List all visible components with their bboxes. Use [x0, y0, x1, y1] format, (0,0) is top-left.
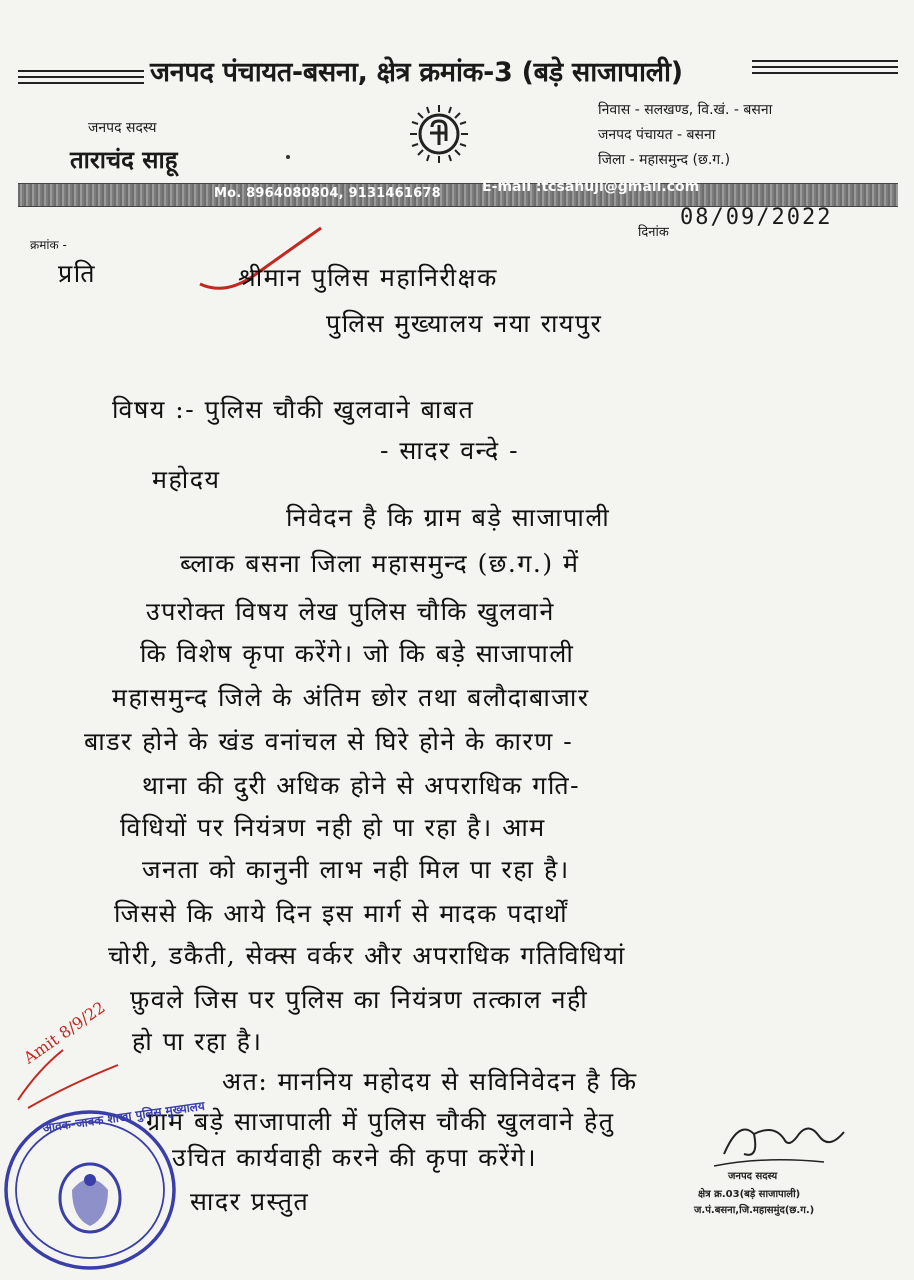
request-line-3: उचित कार्यवाही करने की कृपा करेंगे। — [172, 1143, 538, 1172]
signature-line-2: क्षेत्र क्र.03(बड़े साजापाली) — [698, 1189, 801, 1200]
body-line-3: उपरोक्त विषय लेख पुलिस चौकि खुलवाने — [146, 597, 555, 626]
contact-bar — [18, 183, 898, 207]
request-line-2: ग्राम बड़े साजापाली में पुलिस चौकी खुलवाने हेतु — [146, 1107, 615, 1136]
decorative-dot — [286, 155, 290, 159]
body-line-7: थाना की दुरी अधिक होने से अपराधिक गति- — [142, 771, 581, 800]
salutation-prati: प्रति — [58, 259, 96, 288]
signature-line-3: ज.पं.बसना,जि.महासमुंद(छ.ग.) — [694, 1205, 815, 1216]
title-rule-right-3 — [752, 72, 898, 74]
letterhead-title: जनपद पंचायत-बसना, क्षेत्र क्रमांक-3 (बड़े साजापाली) — [150, 57, 683, 88]
body-line-4: कि विशेष कृपा करेंगे। जो कि बड़े साजापाली — [140, 639, 575, 668]
body-line-11: चोरी, डकैती, सेक्स वर्कर और अपराधिक गतिविधियां — [108, 941, 626, 970]
body-line-12: फ़ुवले जिस पर पुलिस का नियंत्रण तत्काल नही — [130, 985, 589, 1014]
member-name: ताराचंद साहू — [70, 146, 178, 174]
body-line-5: महासमुन्द जिले के अंतिम छोर तथा बलौदाबाजार — [112, 683, 590, 712]
addressee-mahoday: महोदय — [152, 465, 221, 494]
reference-number-label: क्रमांक - — [30, 238, 67, 252]
greeting-line: - सादर वन्दे - — [380, 436, 520, 465]
title-rule-left-2 — [18, 76, 144, 78]
recipient-line-1: श्रीमान पुलिस महानिरीक्षक — [238, 263, 498, 292]
subject-line: विषय :- पुलिस चौकी खुलवाने बाबत — [112, 395, 475, 424]
body-line-8: विधियों पर नियंत्रण नही हो पा रहा है। आम — [120, 813, 546, 842]
signature-icon — [704, 1114, 854, 1174]
body-line-9: जनता को कानुनी लाभ नही मिल पा रहा है। — [142, 855, 570, 884]
body-line-13: हो पा रहा है। — [132, 1027, 263, 1056]
body-line-1: निवेदन है कि ग्राम बड़े साजापाली — [286, 503, 611, 532]
email-address: E-mail :tcsahuji@gmail.com — [482, 179, 700, 195]
mobile-numbers: Mo. 8964080804, 9131461678 — [214, 186, 441, 201]
panchayat-logo-icon — [408, 103, 470, 165]
signature-line-1: जनपद सदस्य — [728, 1171, 778, 1182]
seal-text: आवक-जावक शाखा पुलिस मुख्यालय — [41, 1098, 206, 1136]
title-rule-left-1 — [18, 70, 144, 72]
address-block — [598, 98, 772, 173]
title-rule-left-3 — [18, 82, 144, 84]
date-label: दिनांक — [638, 225, 669, 240]
received-note-text: Amit 8/9/22 — [20, 997, 109, 1068]
member-designation: जनपद सदस्य — [88, 120, 157, 136]
signature-block — [694, 1120, 894, 1220]
title-rule-right-1 — [752, 60, 898, 62]
body-line-2: ब्लाक बसना जिला महासमुन्द (छ.ग.) में — [180, 549, 580, 578]
address-line-1: निवास - सलखण्ड, वि.खं. - बसना — [598, 102, 773, 118]
closing-line: सादर प्रस्तुत — [190, 1187, 310, 1216]
title-rule-right-2 — [752, 66, 898, 68]
letter-date: 08/09/2022 — [680, 205, 833, 230]
request-line-1: अत: माननिय महोदय से सविनिवेदन है कि — [222, 1067, 638, 1096]
address-line-2: जनपद पंचायत - बसना — [598, 127, 716, 143]
address-line-3: जिला - महासमुन्द (छ.ग.) — [598, 152, 731, 168]
recipient-line-2: पुलिस मुख्यालय नया रायपुर — [326, 309, 603, 338]
body-line-10: जिससे कि आये दिन इस मार्ग से मादक पदार्थों — [114, 899, 569, 928]
body-line-6: बाडर होने के खंड वनांचल से घिरे होने के कारण - — [84, 727, 574, 756]
